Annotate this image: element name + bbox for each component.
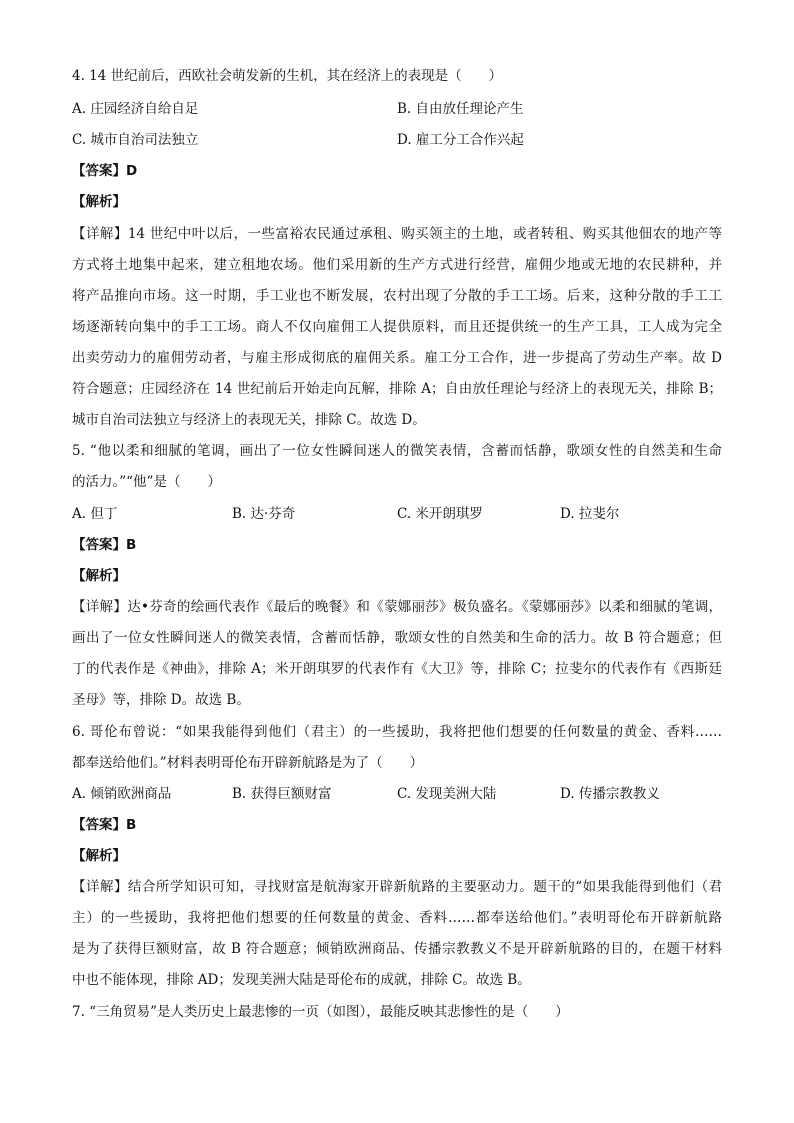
q4-stem: 4. 14 世纪前后，西欧社会萌发新的生机，其在经济上的表现是（ ） — [72, 68, 503, 84]
q6-option-c: C. 发现美洲大陆 — [397, 786, 497, 802]
q6-detail-line: 是为了获得巨额财富，故 B 符合题意；倾销欧洲商品、传播宗教教义不是开辟新航路的目的，在题干材料 — [72, 941, 722, 957]
q6-option-a: A. 倾销欧洲商品 — [72, 786, 172, 802]
q6-option-d: D. 传播宗教教义 — [560, 786, 660, 802]
q5-detail-line: 圣母》等，排除 D。故选 B。 — [72, 692, 250, 708]
q5-answer: 【答案】B — [72, 537, 137, 553]
q6-detail-line: 【详解】结合所学知识可知，寻找财富是航海家开辟新航路的主要驱动力。题干的“如果我能得到他们（君 — [72, 879, 722, 895]
q5-option-d: D. 拉斐尔 — [560, 506, 620, 522]
q5-option-a: A. 但丁 — [72, 506, 118, 522]
q5-stem-line: 的活力。”“他”是（ ） — [72, 474, 221, 490]
q4-answer: 【答案】D — [72, 163, 138, 179]
q6-option-b: B. 获得巨额财富 — [232, 786, 332, 802]
q6-detail-line: 主）的一些援助，我将把他们想要的任何数量的黄金、香料……都奉送给他们。”表明哥伦布开辟新航路 — [72, 910, 722, 926]
q4-option-b: B. 自由放任理论产生 — [397, 101, 524, 117]
q6-detail-line: 中也不能体现，排除 AD；发现美洲大陆是哥伦布的成就，排除 C。故选 B。 — [72, 972, 531, 988]
q4-detail-line: 出卖劳动力的雇佣劳动者，与雇主形成彻底的雇佣关系。雇工分工合作，进一步提高了劳动生产率。故 D — [72, 350, 722, 366]
q6-stem-line: 都奉送给他们。”材料表明哥伦布开辟新航路是为了（ ） — [72, 755, 424, 771]
q5-option-c: C. 米开朗琪罗 — [397, 506, 483, 522]
q5-detail-line: 画出了一位女性瞬间迷人的微笑表情，含蓄而恬静，歌颂女性的自然美和生命的活力。故 B 符合题意；但 — [72, 630, 722, 646]
q4-detail-line: 场逐渐转向集中的手工工场。商人不仅向雇佣工人提供原料，而且还提供统一的生产工具，工人成为完全 — [72, 319, 722, 335]
q5-stem-line: 5. “他以柔和细腻的笔调，画出了一位女性瞬间迷人的微笑表情，含蓄而恬静，歌颂女性的自然美和生命 — [72, 443, 722, 459]
q4-detail-line: 符合题意；庄园经济在 14 世纪前后开始走向瓦解，排除 A；自由放任理论与经济上的表现无关，排除 B； — [72, 381, 722, 397]
q4-option-c: C. 城市自治司法独立 — [72, 132, 199, 148]
q4-detail-line: 【详解】14 世纪中叶以后，一些富裕农民通过承租、购买领主的土地，或者转租、购买其他佃农的地产等 — [72, 226, 722, 242]
q4-detail-line: 方式将土地集中起来，建立租地农场。他们采用新的生产方式进行经营，雇佣少地或无地的农民耕种，并 — [72, 257, 722, 273]
q4-detail-line: 将产品推向市场。这一时期，手工业也不断发展，农村出现了分散的手工工场。后来，这种分散的手工工 — [72, 288, 722, 304]
q4-detail-line: 城市自治司法独立与经济上的表现无关，排除 C。故选 D。 — [72, 412, 426, 428]
q5-detail-line: 丁的代表作是《神曲》，排除 A；米开朗琪罗的代表作有《大卫》等，排除 C；拉斐尔的代表作有《西斯廷 — [72, 661, 722, 677]
q5-option-b: B. 达·芬奇 — [232, 506, 296, 522]
q4-option-a: A. 庄园经济自给自足 — [72, 101, 199, 117]
q4-option-d: D. 雇工分工合作兴起 — [397, 132, 524, 148]
q5-analysis-label: 【解析】 — [72, 568, 126, 584]
q5-detail-line: 【详解】达•芬奇的绘画代表作《最后的晚餐》和《蒙娜丽莎》极负盛名。《蒙娜丽莎》以柔和细腻的笔调， — [72, 599, 722, 615]
q6-stem-line: 6. 哥伦布曾说：“如果我能得到他们（君主）的一些援助，我将把他们想要的任何数量的黄金、香料…… — [72, 724, 722, 740]
q6-answer: 【答案】B — [72, 817, 137, 833]
q4-analysis-label: 【解析】 — [72, 194, 126, 210]
q7-stem: 7. “三角贸易”是人类历史上最悲惨的一页（如图），最能反映其悲惨性的是（ ） — [72, 1004, 569, 1020]
q6-analysis-label: 【解析】 — [72, 848, 126, 864]
